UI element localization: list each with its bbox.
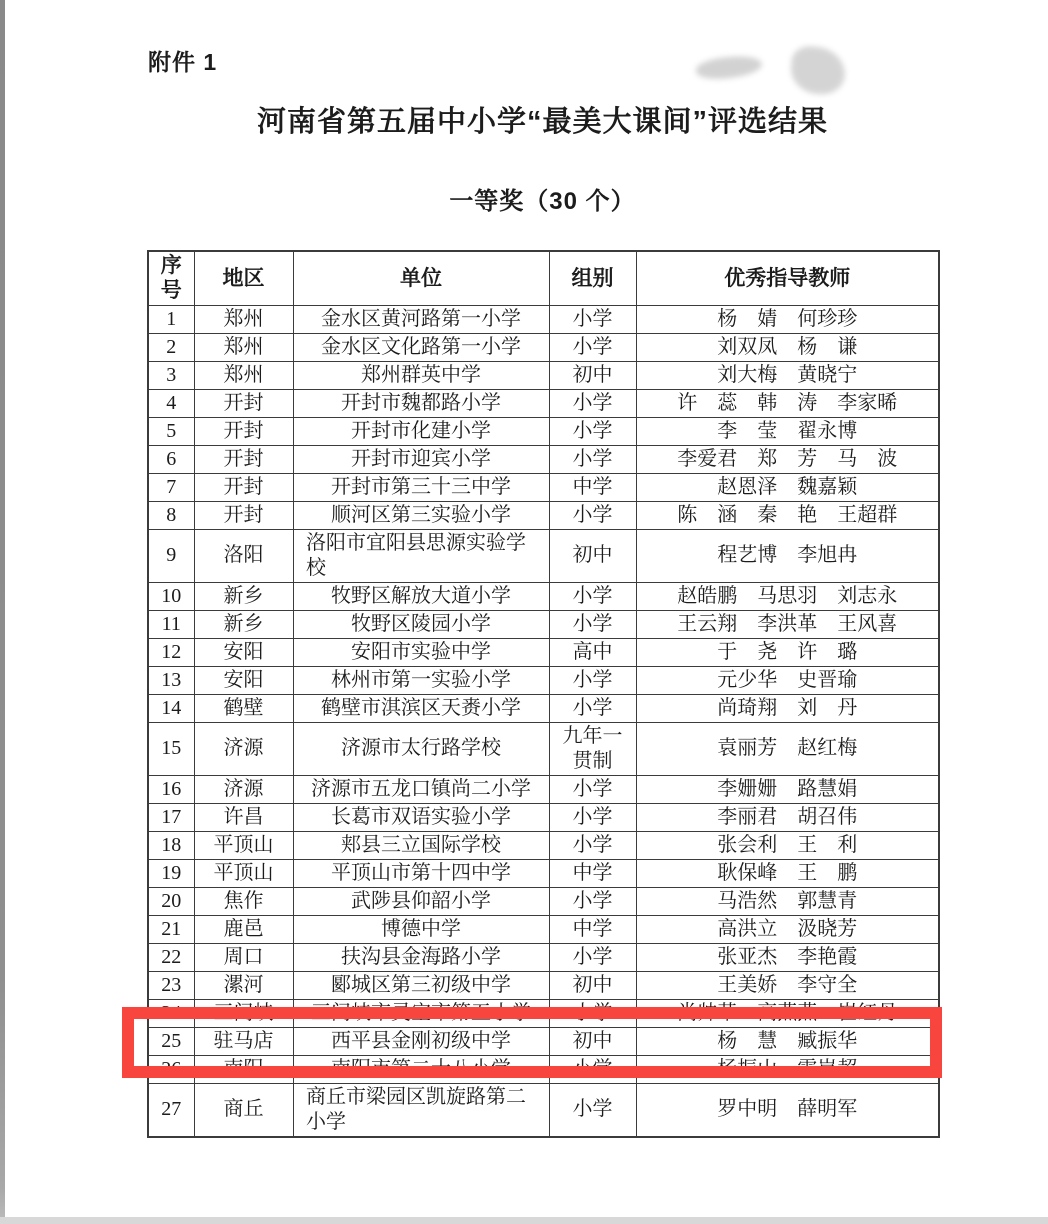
cell-unit: 平顶山市第十四中学 [293, 859, 549, 887]
table-row [148, 1083, 939, 1137]
table-row [148, 694, 939, 722]
table-row [148, 582, 939, 610]
cell-region: 郑州 [194, 361, 293, 389]
cell-no: 24 [148, 999, 194, 1027]
cell-teachers: 刘双凤 杨 谦 [636, 333, 939, 361]
column-header: 优秀指导教师 [636, 251, 939, 305]
cell-region: 开封 [194, 389, 293, 417]
cell-region: 驻马店 [194, 1027, 293, 1055]
cell-region: 三门峡 [194, 999, 293, 1027]
cell-region: 开封 [194, 417, 293, 445]
cell-unit: 顺河区第三实验小学 [293, 501, 549, 529]
cell-no: 15 [148, 722, 194, 775]
cell-region: 济源 [194, 722, 293, 775]
cell-no: 5 [148, 417, 194, 445]
cell-teachers: 于 尧 许 璐 [636, 638, 939, 666]
cell-unit: 商丘市梁园区凯旋路第二小学 [293, 1083, 549, 1137]
cell-teachers: 袁丽芳 赵红梅 [636, 722, 939, 775]
cell-group: 小学 [549, 666, 636, 694]
cell-unit: 安阳市实验中学 [293, 638, 549, 666]
column-header: 单位 [293, 251, 549, 305]
cell-teachers: 赵恩泽 魏嘉颖 [636, 473, 939, 501]
table-row [148, 638, 939, 666]
document-subtitle: 一等奖（30 个） [449, 188, 636, 215]
cell-region: 焦作 [194, 887, 293, 915]
cell-region: 安阳 [194, 638, 293, 666]
cell-no: 20 [148, 887, 194, 915]
table-row [148, 529, 939, 582]
attachment-label: 附件 1 [148, 49, 218, 75]
table-row [148, 305, 939, 333]
cell-teachers: 罗中明 薛明军 [636, 1083, 939, 1137]
cell-group: 初中 [549, 1027, 636, 1055]
cell-group: 小学 [549, 582, 636, 610]
table-row [148, 859, 939, 887]
cell-teachers: 杨 慧 臧振华 [636, 1027, 939, 1055]
table-row [148, 803, 939, 831]
cell-no: 27 [148, 1083, 194, 1137]
cell-region: 商丘 [194, 1083, 293, 1137]
cell-group: 初中 [549, 361, 636, 389]
cell-region: 洛阳 [194, 529, 293, 582]
cell-teachers: 杨 婧 何珍珍 [636, 305, 939, 333]
cell-unit: 南阳市第二十八小学 [293, 1055, 549, 1083]
table-row [148, 971, 939, 999]
cell-no: 3 [148, 361, 194, 389]
document-title: 河南省第五届中小学“最美大课间”评选结果 [256, 106, 828, 138]
cell-group: 小学 [549, 305, 636, 333]
cell-teachers: 杨振山 雷岚超 [636, 1055, 939, 1083]
cell-unit: 金水区黄河路第一小学 [293, 305, 549, 333]
cell-region: 郑州 [194, 333, 293, 361]
cell-group: 小学 [549, 1055, 636, 1083]
cell-group: 小学 [549, 610, 636, 638]
cell-group: 中学 [549, 473, 636, 501]
table-header-row [148, 251, 939, 305]
cell-unit: 开封市第三十三中学 [293, 473, 549, 501]
cell-no: 13 [148, 666, 194, 694]
cell-region: 郑州 [194, 305, 293, 333]
cell-group: 小学 [549, 999, 636, 1027]
cell-no: 16 [148, 775, 194, 803]
cell-unit: 开封市迎宾小学 [293, 445, 549, 473]
table-row [148, 943, 939, 971]
cell-no: 4 [148, 389, 194, 417]
cell-unit: 三门峡市灵宝市第五小学 [293, 999, 549, 1027]
cell-teachers: 耿保峰 王 鹏 [636, 859, 939, 887]
cell-unit: 西平县金刚初级中学 [293, 1027, 549, 1055]
cell-unit: 武陟县仰韶小学 [293, 887, 549, 915]
table-header [148, 251, 939, 305]
cell-region: 安阳 [194, 666, 293, 694]
cell-no: 21 [148, 915, 194, 943]
cell-group: 小学 [549, 775, 636, 803]
cell-no: 6 [148, 445, 194, 473]
cell-group: 九年一贯制 [549, 722, 636, 775]
cell-no: 22 [148, 943, 194, 971]
award-results-table [147, 250, 940, 1138]
cell-unit: 金水区文化路第一小学 [293, 333, 549, 361]
table-row [148, 775, 939, 803]
cell-region: 许昌 [194, 803, 293, 831]
cell-teachers: 王美娇 李守全 [636, 971, 939, 999]
cell-group: 小学 [549, 694, 636, 722]
cell-no: 23 [148, 971, 194, 999]
cell-group: 小学 [549, 333, 636, 361]
cell-group: 中学 [549, 915, 636, 943]
cell-teachers: 李爱君 郑 芳 马 波 [636, 445, 939, 473]
table-row [148, 887, 939, 915]
red-highlight-box [122, 1007, 942, 1078]
cell-no: 2 [148, 333, 194, 361]
cell-no: 18 [148, 831, 194, 859]
table-row [148, 722, 939, 775]
cell-unit: 扶沟县金海路小学 [293, 943, 549, 971]
cell-region: 平顶山 [194, 859, 293, 887]
cell-group: 小学 [549, 1083, 636, 1137]
cell-group: 小学 [549, 445, 636, 473]
cell-unit: 洛阳市宜阳县思源实验学校 [293, 529, 549, 582]
table-row [148, 417, 939, 445]
cell-teachers: 元少华 史晋瑜 [636, 666, 939, 694]
scan-edge-left-bar [0, 0, 5, 1224]
cell-group: 中学 [549, 859, 636, 887]
cell-no: 11 [148, 610, 194, 638]
cell-region: 新乡 [194, 582, 293, 610]
table-row [148, 831, 939, 859]
cell-unit: 牧野区陵园小学 [293, 610, 549, 638]
cell-region: 漯河 [194, 971, 293, 999]
column-header: 组别 [549, 251, 636, 305]
cell-group: 初中 [549, 529, 636, 582]
cell-teachers: 许 蕊 韩 涛 李家晞 [636, 389, 939, 417]
cell-group: 小学 [549, 417, 636, 445]
cell-group: 小学 [549, 501, 636, 529]
cell-no: 1 [148, 305, 194, 333]
cell-no: 19 [148, 859, 194, 887]
cell-teachers: 张会利 王 利 [636, 831, 939, 859]
cell-no: 8 [148, 501, 194, 529]
cell-group: 小学 [549, 887, 636, 915]
cell-teachers: 马浩然 郭慧青 [636, 887, 939, 915]
cell-no: 26 [148, 1055, 194, 1083]
cell-region: 开封 [194, 473, 293, 501]
cell-teachers: 陈 涵 秦 艳 王超群 [636, 501, 939, 529]
table-row [148, 501, 939, 529]
cell-group: 小学 [549, 831, 636, 859]
cell-no: 9 [148, 529, 194, 582]
column-header: 地区 [194, 251, 293, 305]
cell-no: 17 [148, 803, 194, 831]
cell-region: 鹤壁 [194, 694, 293, 722]
cell-unit: 郏县三立国际学校 [293, 831, 549, 859]
scan-smudge-mark [695, 53, 763, 82]
cell-unit: 济源市五龙口镇尚二小学 [293, 775, 549, 803]
cell-region: 开封 [194, 445, 293, 473]
cell-region: 南阳 [194, 1055, 293, 1083]
cell-teachers: 刘大梅 黄晓宁 [636, 361, 939, 389]
cell-no: 25 [148, 1027, 194, 1055]
cell-group: 小学 [549, 943, 636, 971]
table-row [148, 445, 939, 473]
table-row [148, 473, 939, 501]
cell-unit: 郾城区第三初级中学 [293, 971, 549, 999]
table-row [148, 666, 939, 694]
cell-unit: 郑州群英中学 [293, 361, 549, 389]
table-row [148, 361, 939, 389]
cell-teachers: 李丽君 胡召伟 [636, 803, 939, 831]
cell-teachers: 高洪立 汲晓芳 [636, 915, 939, 943]
cell-region: 开封 [194, 501, 293, 529]
cell-unit: 长葛市双语实验小学 [293, 803, 549, 831]
cell-no: 14 [148, 694, 194, 722]
cell-teachers: 赵皓鹏 马思羽 刘志永 [636, 582, 939, 610]
cell-unit: 鹤壁市淇滨区天赉小学 [293, 694, 549, 722]
cell-region: 济源 [194, 775, 293, 803]
scan-edge-bottom-bar [0, 1217, 1048, 1224]
cell-teachers: 尚帅革 高燕燕 崔红丹 [636, 999, 939, 1027]
cell-region: 平顶山 [194, 831, 293, 859]
cell-no: 12 [148, 638, 194, 666]
cell-group: 小学 [549, 803, 636, 831]
cell-unit: 林州市第一实验小学 [293, 666, 549, 694]
cell-unit: 博德中学 [293, 915, 549, 943]
cell-unit: 开封市魏都路小学 [293, 389, 549, 417]
table-row [148, 333, 939, 361]
cell-no: 10 [148, 582, 194, 610]
cell-teachers: 程艺博 李旭冉 [636, 529, 939, 582]
table-row [148, 610, 939, 638]
scan-smudge-mark [789, 45, 846, 96]
cell-teachers: 张亚杰 李艳霞 [636, 943, 939, 971]
cell-group: 高中 [549, 638, 636, 666]
cell-region: 新乡 [194, 610, 293, 638]
cell-unit: 济源市太行路学校 [293, 722, 549, 775]
cell-teachers: 王云翔 李洪革 王风喜 [636, 610, 939, 638]
cell-region: 周口 [194, 943, 293, 971]
cell-no: 7 [148, 473, 194, 501]
table-row [148, 389, 939, 417]
table-row [148, 915, 939, 943]
cell-region: 鹿邑 [194, 915, 293, 943]
cell-teachers: 尚琦翔 刘 丹 [636, 694, 939, 722]
cell-unit: 牧野区解放大道小学 [293, 582, 549, 610]
cell-group: 初中 [549, 971, 636, 999]
cell-unit: 开封市化建小学 [293, 417, 549, 445]
cell-teachers: 李 莹 翟永博 [636, 417, 939, 445]
column-header: 序号 [148, 251, 194, 305]
cell-group: 小学 [549, 389, 636, 417]
cell-teachers: 李姗姗 路慧娟 [636, 775, 939, 803]
